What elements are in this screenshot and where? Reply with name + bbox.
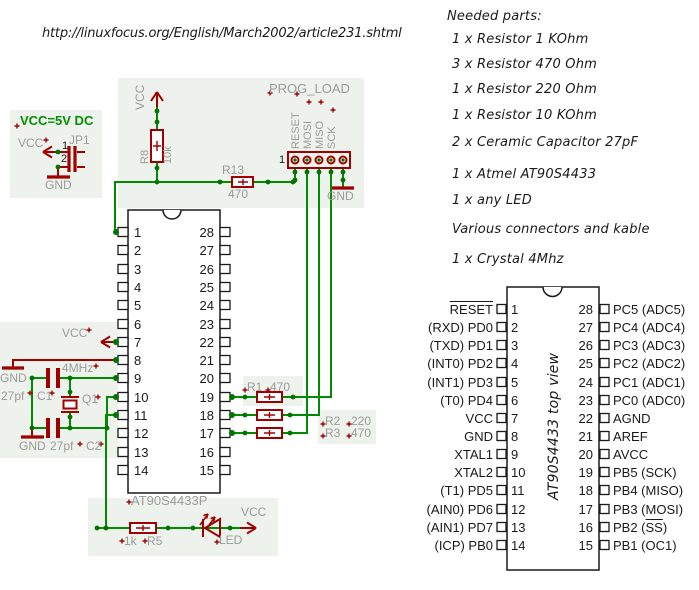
c1-value: 27pf: [1, 389, 25, 403]
ic-pin-number: 18: [199, 408, 214, 423]
pinout-pin-number: 15: [578, 538, 593, 553]
pinout-pin-number: 12: [511, 502, 526, 517]
ic-pin-number: 9: [134, 371, 142, 386]
parts-list-item: 1 x Atmel AT90S4433: [452, 167, 597, 182]
r8-name: R8: [139, 149, 151, 164]
r5-name: R5: [147, 534, 163, 548]
pinout-pin-number: 24: [578, 375, 593, 390]
pinout-pin-number: 6: [511, 393, 519, 408]
ic-pin-number: 2: [134, 243, 142, 258]
pinout-pin-number: 18: [578, 483, 593, 498]
resistor-r5: [130, 523, 156, 533]
header-signal-reset: RESET: [290, 112, 302, 149]
r1-value: 470: [270, 380, 291, 394]
pinout-right-label-28: PC5 (ADC5): [613, 302, 686, 317]
pinout-left-label-10: XTAL2: [454, 465, 493, 480]
pinout-pin-number: 4: [511, 356, 519, 371]
pinout-left-label-9: XTAL1: [454, 447, 493, 462]
ic-pin-number: 19: [199, 390, 214, 405]
pinout-pin-number: 13: [511, 520, 526, 535]
pinout-pin-number: 3: [511, 338, 519, 353]
pinout-left-label-7: VCC: [465, 411, 493, 426]
jp1-pin2-number: 2: [61, 153, 68, 165]
ic-pin-number: 10: [134, 390, 149, 405]
parts-list-item: 1 x Resistor 220 Ohm: [452, 82, 598, 97]
c2-name: C2: [86, 439, 102, 453]
pinout-pin-number: 27: [578, 320, 593, 335]
ic-name: AT90S4433P: [131, 493, 208, 508]
pinout-pin-number: 7: [511, 411, 519, 426]
ic-pin-number: 1: [134, 225, 142, 240]
pinout-pin-number: 5: [511, 375, 519, 390]
resistor-r3: [257, 428, 282, 438]
pinout-right-label-15: PB1 (OC1): [613, 538, 677, 553]
pinout-pin-number: 21: [578, 429, 593, 444]
crystal-gnd-label: GND: [19, 439, 46, 453]
ic-pin-number: 11: [134, 408, 148, 423]
r3-value: 470: [351, 426, 372, 440]
pinout-right-label-26: PC3 (ADC3): [613, 338, 686, 353]
pinout-pin-number: 19: [578, 465, 593, 480]
pinout-right-label-22: AGND: [613, 411, 651, 426]
ic-pin-number: 22: [199, 335, 214, 350]
source-url: http://linuxfocus.org/English/March2002/article231.shtml: [42, 26, 402, 41]
header-gnd-label: GND: [327, 189, 354, 203]
r1-name: R1: [247, 380, 263, 394]
pinout-pin-number: 1: [511, 302, 519, 317]
c2-value: 27pf: [50, 439, 74, 453]
pinout-pin-number: 14: [511, 538, 526, 553]
r13-value: 470: [228, 187, 249, 201]
r2-name: R2: [325, 414, 341, 428]
r13-name: R13: [222, 163, 245, 177]
r5-value: 1k: [124, 534, 137, 548]
pinout-left-label-5: (INT1) PD3: [427, 375, 493, 390]
pinout-pin-number: 26: [578, 338, 593, 353]
ic-pin-number: 5: [134, 298, 142, 313]
ic-pin-number: 21: [199, 353, 214, 368]
jp1-label: JP1: [69, 133, 90, 147]
ic-pin-number: 15: [199, 463, 214, 478]
header-signal-mosi: MOSI: [302, 120, 314, 149]
ic-pin-number: 8: [134, 353, 142, 368]
pinout-pin-number: 9: [511, 447, 519, 462]
pinout-pin-number: 11: [511, 483, 525, 498]
crystal-freq-label: 4MHz: [62, 361, 94, 375]
parts-list-title: Needed parts:: [447, 9, 542, 24]
pin8-gnd-label: GND: [0, 371, 27, 385]
header-signal-miso: MISO: [314, 120, 326, 149]
power-note: VCC=5V DC: [20, 113, 94, 128]
ic-pin-number: 3: [134, 262, 142, 277]
ic-pin-number: 27: [199, 243, 214, 258]
led-label: LED: [219, 533, 243, 547]
ic-pin-number: 14: [134, 463, 149, 478]
r8-value: 10k: [162, 146, 174, 164]
pinout-right-label-16: PB2 $(\overline{SS})$: [613, 520, 668, 535]
q1-name: Q1: [82, 392, 99, 406]
header-pin1-number: 1: [279, 154, 286, 166]
pinout-right-label-23: PC0 (ADC0): [613, 393, 686, 408]
r3-name: R3: [325, 426, 341, 440]
ic-pin-number: 26: [199, 262, 214, 277]
ic-pin-number: 13: [134, 445, 149, 460]
prog-load-title: PROG_LOAD: [269, 81, 350, 96]
pin7-vcc-label: VCC: [62, 326, 88, 340]
pinout-pin-number: 16: [578, 520, 593, 535]
r2-value: 220: [351, 414, 372, 428]
pinout-left-label-6: (T0) PD4: [440, 393, 493, 408]
parts-list-item: 1 x any LED: [452, 193, 532, 208]
ic-pin-number: 28: [199, 225, 214, 240]
pinout-left-label-11: (T1) PD5: [440, 483, 493, 498]
pinout-left-label-8: GND: [464, 429, 493, 444]
c1-name: C1: [37, 389, 53, 403]
pinout-left-label-3: (TXD) PD1: [429, 338, 493, 353]
ic-pin-number: 12: [134, 426, 149, 441]
header-signal-sck: SCK: [326, 126, 338, 149]
ic-pin-number: 17: [199, 426, 214, 441]
resistor-r2: [257, 410, 282, 420]
parts-list-item: 1 x Resistor 10 KOhm: [452, 108, 597, 123]
pinout-left-label-4: (INT0) PD2: [427, 356, 493, 371]
jp1-pin1-number: 1: [62, 140, 69, 152]
jp1-gnd-label: GND: [45, 178, 72, 192]
pinout-right-label-21: AREF: [613, 429, 648, 444]
pinout-pin-number: 10: [511, 465, 526, 480]
parts-list-item: Various connectors and kable: [452, 222, 650, 237]
pinout-left-label-12: (AIN0) PD6: [426, 502, 493, 517]
pinout-pin-number: 28: [578, 302, 593, 317]
pinout-pin-number: 23: [578, 393, 593, 408]
pinout-right-label-27: PC4 (ADC4): [613, 320, 686, 335]
pinout-pin-number: 8: [511, 429, 519, 444]
pinout-left-label-2: (RXD) PD0: [427, 320, 493, 335]
parts-list-item: 2 x Ceramic Capacitor 27pF: [452, 135, 639, 150]
parts-list-item: 1 x Crystal 4Mhz: [452, 252, 564, 267]
pinout-pin-number: 20: [578, 447, 593, 462]
parts-list-item: 1 x Resistor 1 KOhm: [452, 32, 589, 47]
resistor-r13: [232, 177, 253, 187]
parts-list-item: 3 x Resistor 470 Ohm: [452, 57, 598, 72]
jp1-vcc-label: VCC: [18, 136, 44, 150]
pinout-pin-number: 22: [578, 411, 593, 426]
ic-pin-number: 6: [134, 317, 142, 332]
r8-vcc-label: VCC: [133, 84, 147, 110]
pinout-pin-number: 2: [511, 320, 519, 335]
pinout-left-label-13: (AIN1) PD7: [426, 520, 493, 535]
pinout-right-label-18: PB4 (MISO): [613, 483, 684, 498]
ic-pin-number: 20: [199, 371, 214, 386]
pinout-right-label-25: PC2 (ADC2): [613, 356, 686, 371]
ic-pin-number: 16: [199, 445, 214, 460]
pinout-right-label-20: AVCC: [613, 447, 649, 462]
ic-pin-number: 24: [199, 298, 214, 313]
ic-pin-number: 25: [199, 280, 214, 295]
ic-pin-number: 4: [134, 280, 142, 295]
pinout-right-label-19: PB5 (SCK): [613, 465, 677, 480]
ic-pin-number: 7: [134, 335, 142, 350]
pinout-left-label-14: (ICP) PB0: [434, 538, 493, 553]
ic-pin-number: 23: [199, 317, 214, 332]
pinout-pin-number: 25: [578, 356, 593, 371]
pinout-title: AT90S4433 top view: [546, 352, 562, 500]
pinout-pin-number: 17: [578, 502, 593, 517]
pinout-right-label-24: PC1 (ADC1): [613, 375, 686, 390]
led-vcc-label: VCC: [241, 505, 267, 519]
pinout-right-label-17: PB3 (MOSI): [613, 502, 684, 517]
pinout-left-label-1: RESET: [449, 302, 493, 317]
